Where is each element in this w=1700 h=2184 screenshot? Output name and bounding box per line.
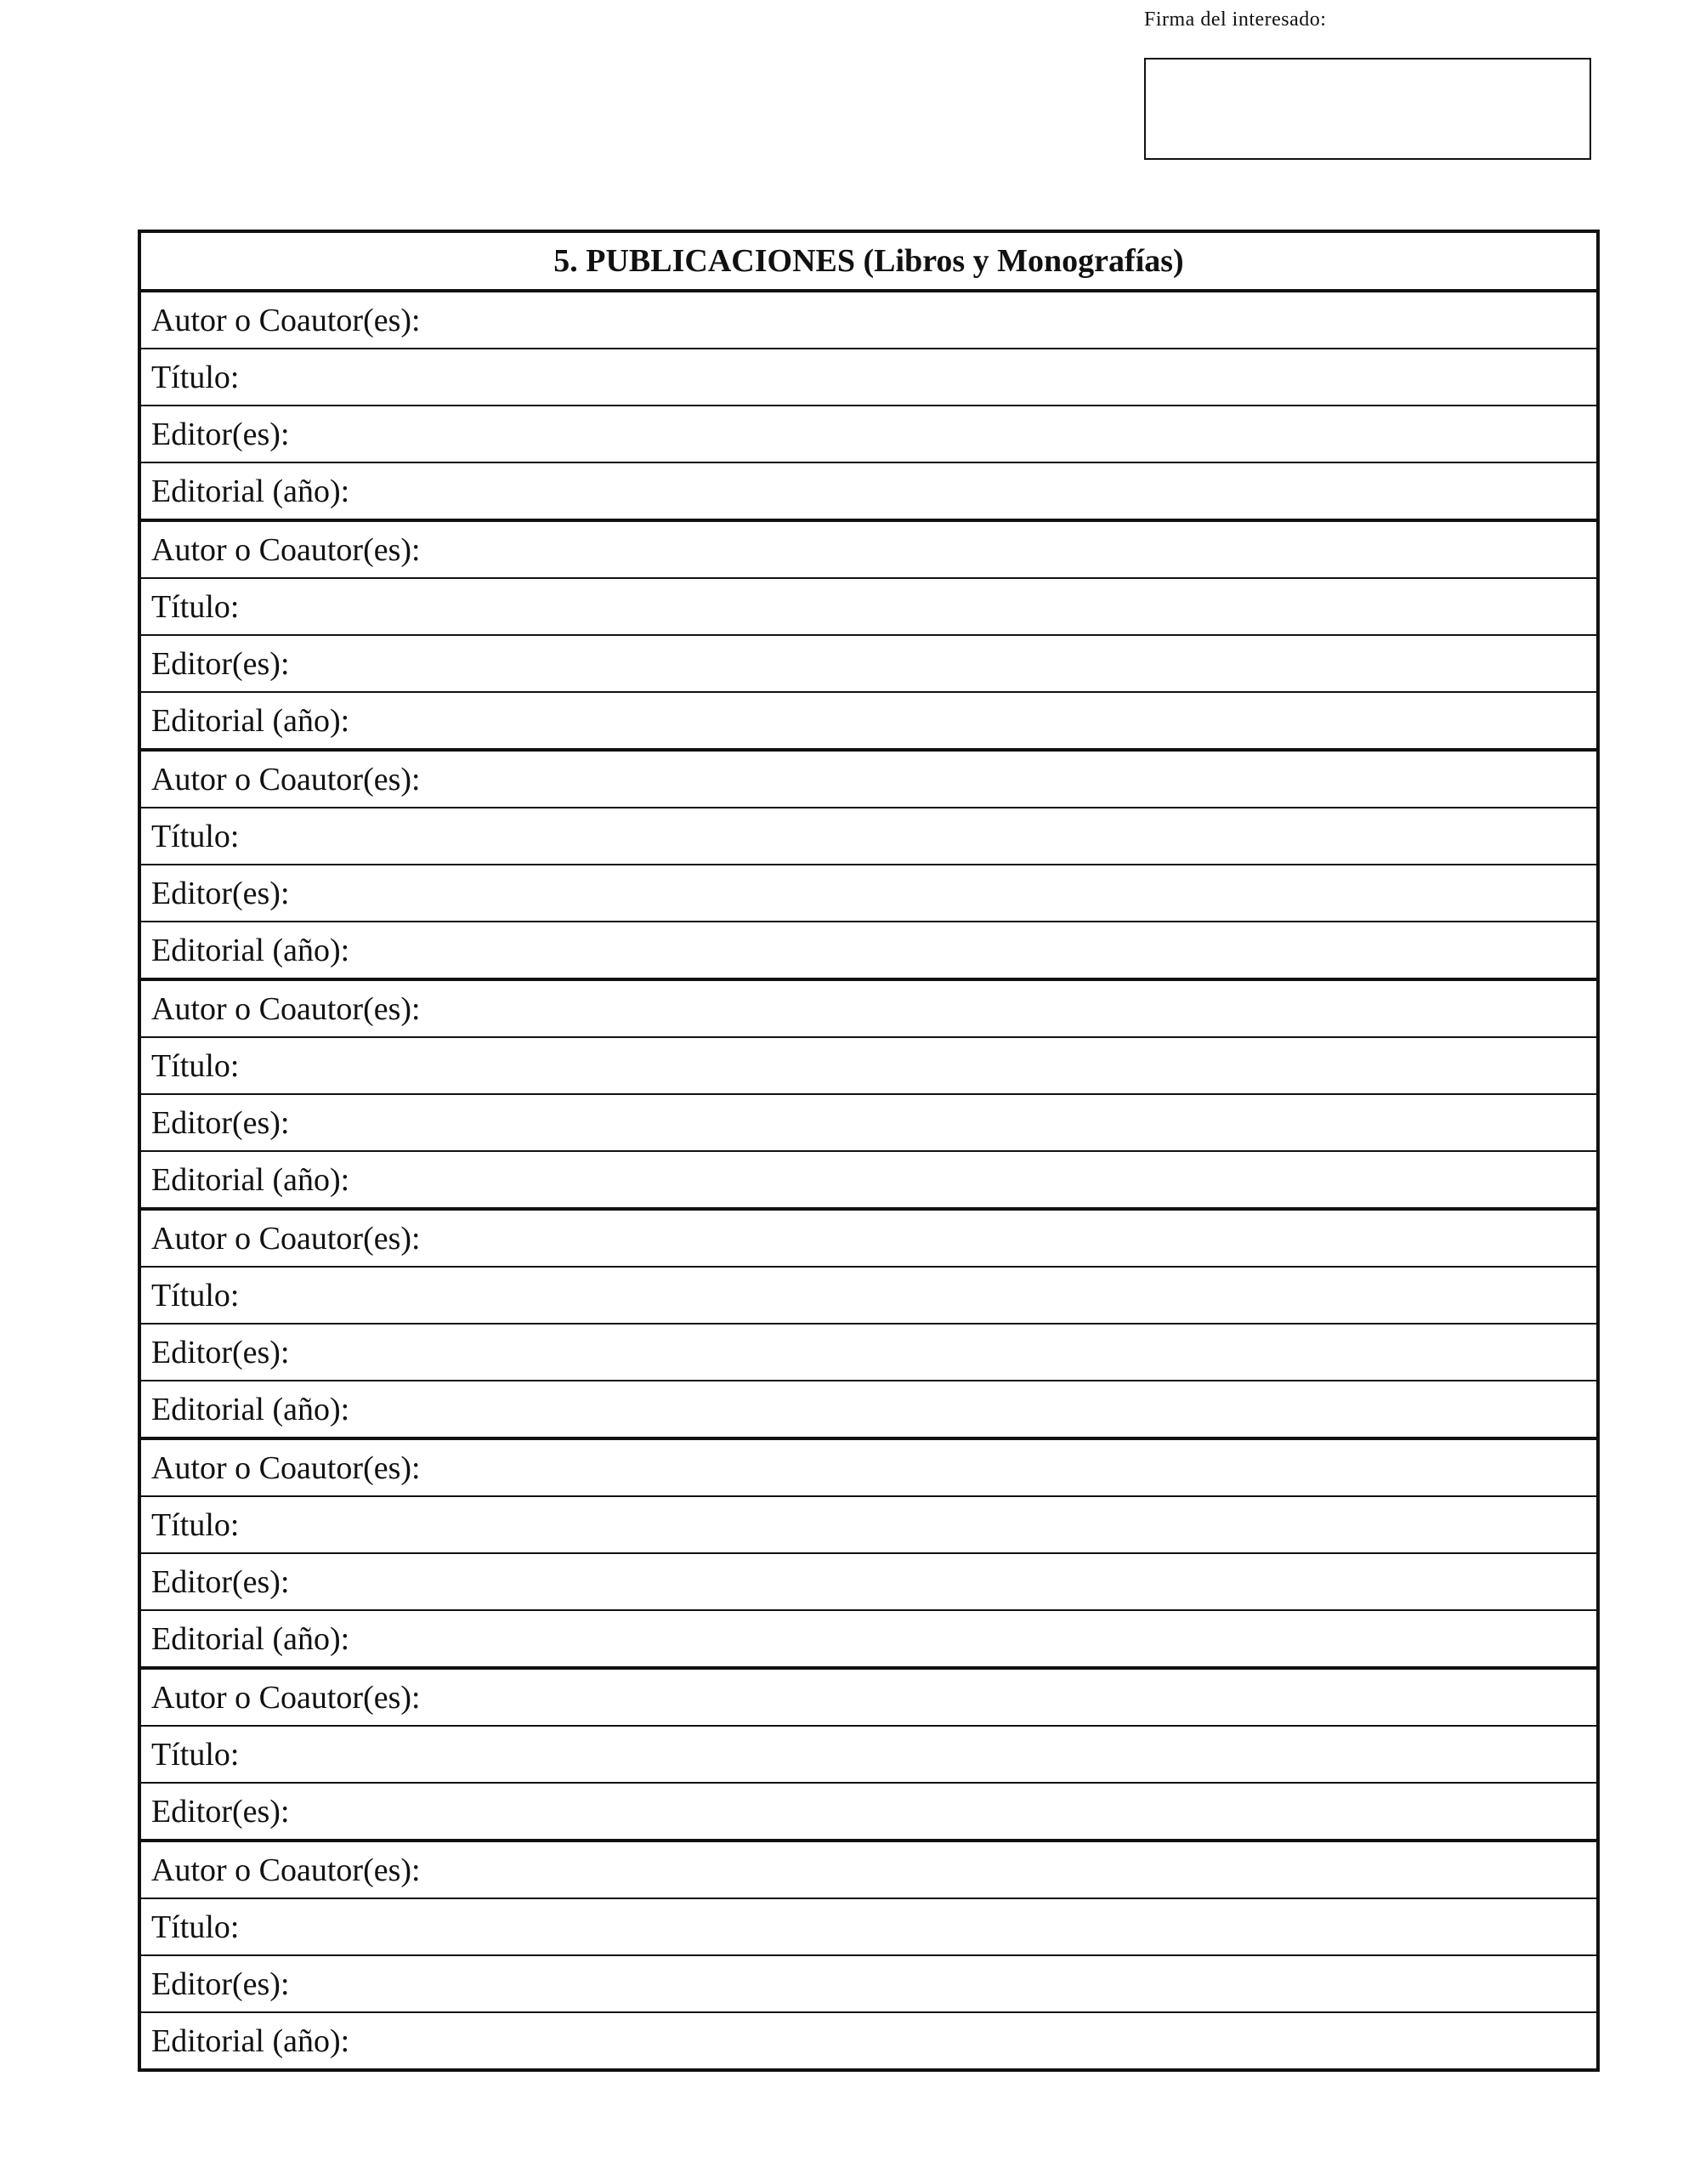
publication-entry (141, 1670, 1596, 1842)
publication-entry (141, 1211, 1596, 1440)
publication-entry (141, 1440, 1596, 1670)
field-row[interactable]: Título: (141, 1727, 1596, 1784)
entries-container (141, 292, 1596, 2068)
publication-entry (141, 1842, 1596, 2068)
field-row[interactable]: Autor o Coautor(es): (141, 292, 1596, 349)
field-row[interactable]: Editorial (año): (151, 1161, 350, 1198)
publication-entry (141, 522, 1596, 752)
field-row[interactable]: Autor o Coautor(es): (141, 1440, 1596, 1497)
field-row[interactable]: Título: (141, 1497, 1596, 1554)
field-row[interactable]: Título: (141, 1899, 1596, 1956)
field-row[interactable]: Editorial (año): (151, 473, 350, 509)
publication-entry (141, 292, 1596, 522)
field-row[interactable]: Editor(es): (141, 865, 1596, 922)
publications-table (138, 230, 1600, 2072)
field-row[interactable]: Editor(es): (141, 1554, 1596, 1611)
publication-entry (141, 752, 1596, 981)
field-row[interactable]: Autor o Coautor(es): (141, 1670, 1596, 1727)
field-row[interactable]: Editor(es): (141, 1325, 1596, 1381)
field-row[interactable]: Título: (141, 579, 1596, 636)
signature-label: Firma del interesado: (1144, 9, 1327, 31)
field-row[interactable]: Título: (141, 349, 1596, 406)
field-row[interactable]: Editor(es): (151, 1793, 290, 1829)
publication-entry (141, 981, 1596, 1211)
field-row[interactable]: Editorial (año): (151, 1620, 350, 1657)
field-row[interactable]: Título: (141, 1038, 1596, 1095)
field-row[interactable]: Editorial (año): (151, 932, 350, 968)
field-row[interactable]: Editorial (año): (151, 1391, 350, 1427)
field-row[interactable]: Autor o Coautor(es): (141, 752, 1596, 808)
field-row[interactable]: Título: (141, 1268, 1596, 1325)
field-row[interactable]: Autor o Coautor(es): (141, 1842, 1596, 1899)
field-row[interactable]: Editorial (año): (151, 2022, 350, 2059)
field-row[interactable]: Editor(es): (141, 1095, 1596, 1152)
field-row[interactable]: Editorial (año): (151, 702, 350, 739)
field-row[interactable]: Autor o Coautor(es): (141, 981, 1596, 1038)
field-row[interactable]: Editor(es): (141, 636, 1596, 693)
field-row[interactable]: Autor o Coautor(es): (141, 1211, 1596, 1268)
field-row[interactable]: Título: (141, 808, 1596, 865)
field-row[interactable]: Editor(es): (141, 1956, 1596, 2013)
field-row[interactable]: Editor(es): (141, 406, 1596, 463)
signature-box[interactable] (1144, 58, 1591, 160)
field-row[interactable]: Autor o Coautor(es): (141, 522, 1596, 579)
section-title: 5. PUBLICACIONES (Libros y Monografías) (141, 233, 1596, 292)
